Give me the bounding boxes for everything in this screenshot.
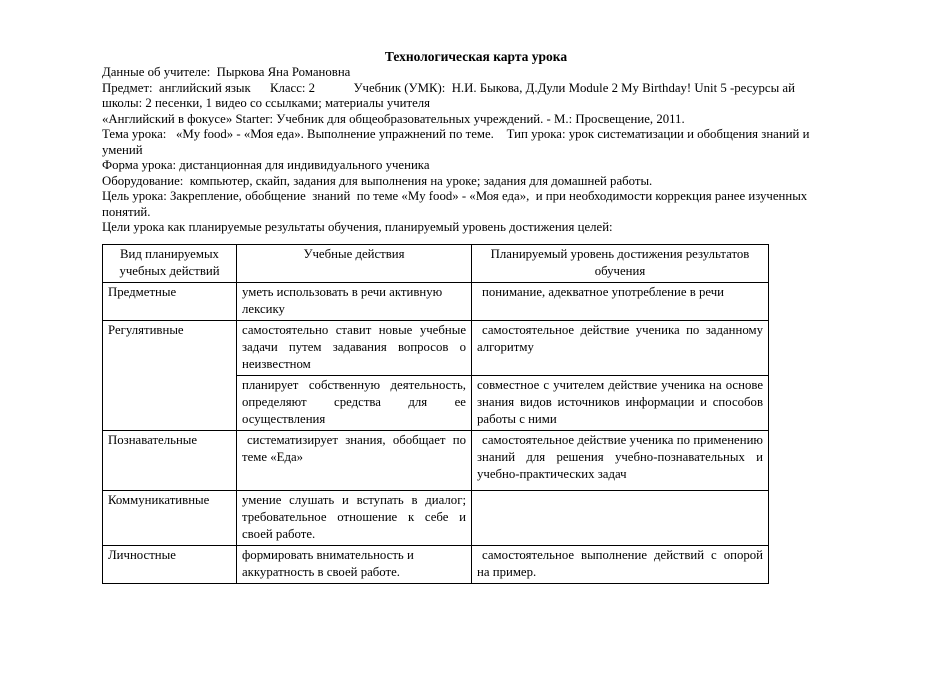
lesson-form-line: Форма урока: дистанционная для индивидуального ученика: [102, 158, 430, 172]
table-row-predmetnye: [103, 282, 769, 320]
planned-results-line: Цели урока как планируемые результаты обучения, планируемый уровень достижения целей:: [102, 220, 613, 234]
cell-achievement-level: понимание, адекватное употребление в речи: [472, 282, 769, 320]
lesson-topic-line-wrap: умений: [102, 142, 143, 157]
cell-achievement-level: самостоятельное выполнение действий с опорой на пример.: [472, 545, 769, 583]
cell-achievement-level: самостоятельное действие ученика по заданному алгоритму: [472, 320, 769, 375]
cell-learning-actions: умение слушать и вступать в диалог; требовательное отношение к себе и своей работе.: [237, 490, 472, 545]
cell-learning-actions: планирует собственную деятельность, определяют средства для ее осуществления: [237, 375, 472, 430]
cell-learning-actions: самостоятельно ставит новые учебные задачи путем задавания вопросов о неизвестном: [237, 320, 472, 375]
cell-learning-actions: уметь использовать в речи активную лексику: [237, 282, 472, 320]
cell-action-type: Предметные: [103, 282, 237, 320]
cell-learning-actions: формировать внимательность и аккуратность в своей работе.: [237, 545, 472, 583]
table-row-lichnostnye: [103, 545, 769, 583]
equipment-line: Оборудование: компьютер, скайп, задания для выполнения на уроке; задания для домашней работы.: [102, 173, 653, 188]
table-row-regulyativnye-1: [103, 320, 769, 375]
cell-achievement-level: [472, 490, 769, 545]
table-row-kommunikativnye: [103, 490, 769, 545]
cell-learning-actions: систематизирует знания, обобщает по теме «Еда»: [237, 430, 472, 490]
lesson-goal-line: Цель урока: Закрепление, обобщение знаний по теме «My food» - «Моя еда», и при необходимости коррекция ранее изученных: [102, 189, 808, 203]
table-header-row: [103, 244, 769, 282]
lesson-goal-line-wrap: понятий.: [102, 204, 151, 219]
cell-achievement-level: совместное с учителем действие ученика на основе знания видов источников информации и способов работы с ними: [472, 375, 769, 430]
lesson-plan-table: [102, 244, 769, 584]
doc-header-block: [102, 65, 850, 236]
textbook-line: «Английский в фокусе» Starter: Учебник для общеобразовательных учреждений. - М.: Просвещение, 2011.: [102, 111, 685, 126]
column-header-learning-actions: Учебные действия: [237, 244, 472, 282]
teacher-data-line: Данные об учителе: Пыркова Яна Романовна: [102, 65, 351, 79]
lesson-topic-line: Тема урока: «My food» - «Моя еда». Выполнение упражнений по теме. Тип урока: урок систематизации и обобщения знаний и: [102, 127, 810, 141]
doc-title: Технологическая карта урока: [384, 49, 568, 64]
column-header-action-type: Вид планируемых учебных действий: [103, 244, 237, 282]
cell-achievement-level: самостоятельное действие ученика по применению знаний для решения учебно-познавательных и учебно-практических задач: [472, 430, 769, 490]
cell-action-type: Личностные: [103, 545, 237, 583]
cell-action-type: Коммуникативные: [103, 490, 237, 545]
subject-line: Предмет: английский язык Класс: 2 Учебник (УМК): Н.И. Быкова, Д.Дули Module 2 My Birthday! Unit 5 -ресурсы ай: [102, 80, 795, 95]
subject-line-wrap: школы: 2 песенки, 1 видео со ссылками; материалы учителя: [102, 96, 431, 110]
table-row-poznavatelnye: [103, 430, 769, 490]
cell-action-type: Познавательные: [103, 430, 237, 490]
cell-action-type: Регулятивные: [103, 320, 237, 430]
column-header-achievement-level: Планируемый уровень достижения результатов обучения: [472, 244, 769, 282]
